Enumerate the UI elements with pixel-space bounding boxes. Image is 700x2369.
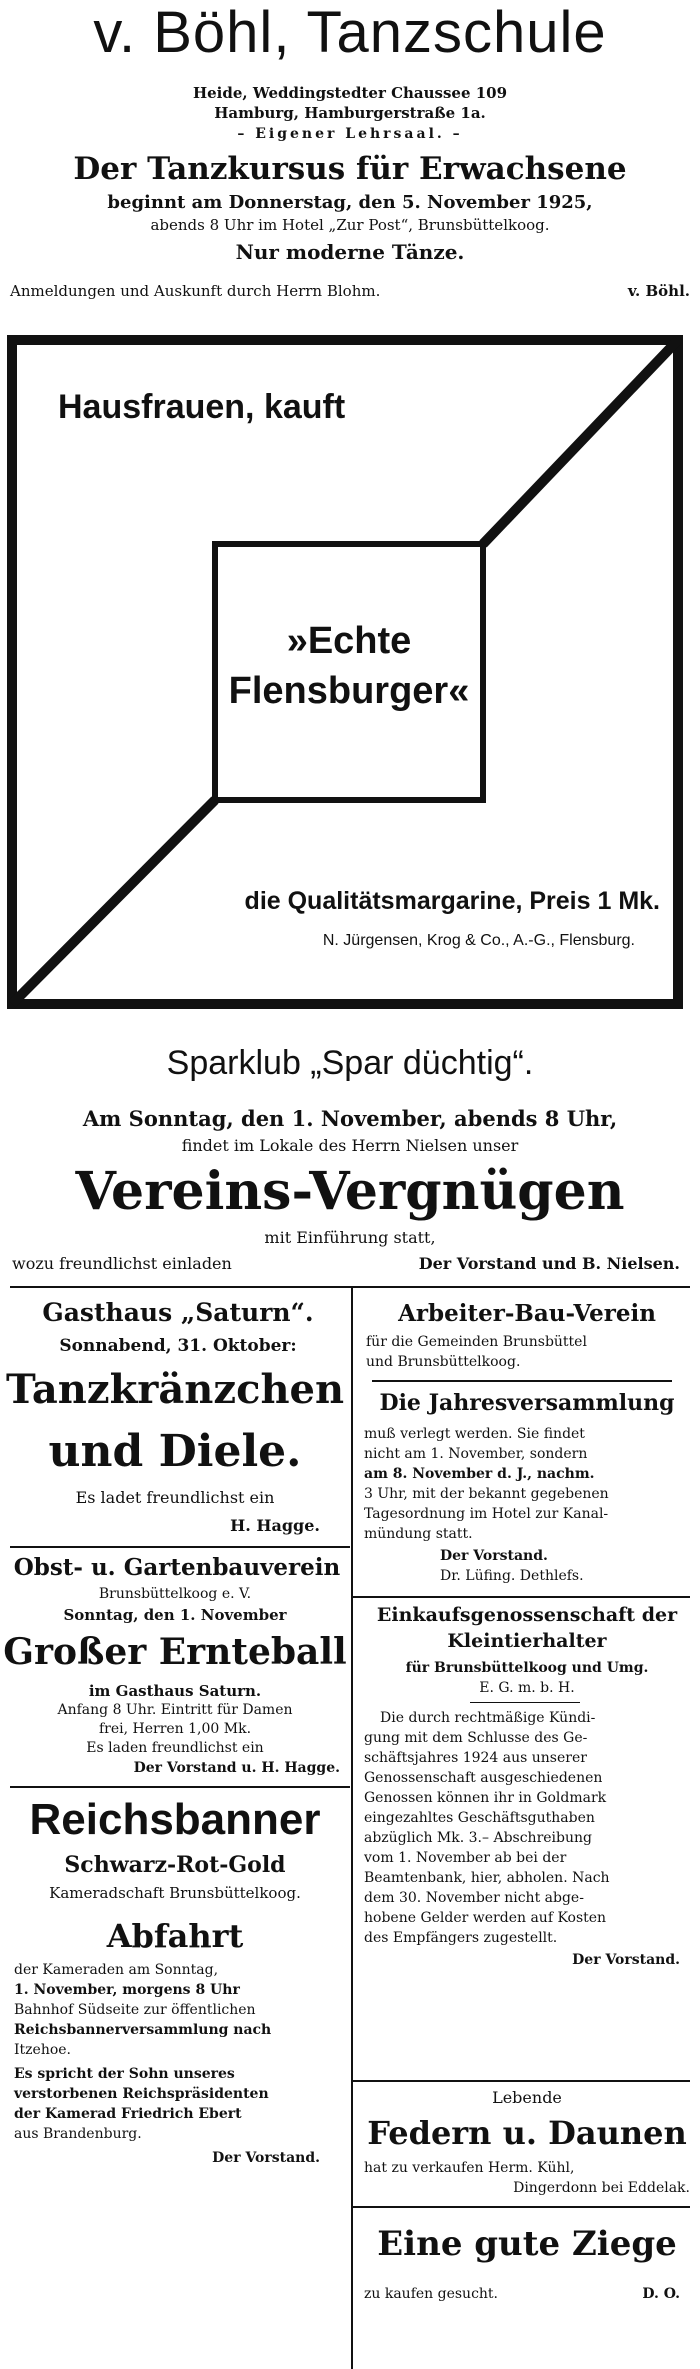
arbeiter-line2: nicht am 1. November, sondern: [364, 1446, 588, 1462]
divider-rule: [10, 1786, 350, 1788]
tanzschule-lehrsaal: – Eigener Lehrsaal. –: [237, 126, 463, 142]
einkauf-line5: Genossen können ihr in Goldmark: [364, 1790, 607, 1806]
saturn-title: Gasthaus „Saturn“.: [42, 1298, 314, 1327]
margarine-product: die Qualitätsmargarine, Preis 1 Mk.: [244, 887, 660, 915]
federn-lebende: Lebende: [492, 2088, 562, 2107]
tanzschule-address-heide: Heide, Weddingstedter Chaussee 109: [192, 84, 508, 102]
einkauf-line10: dem 30. November nicht abge-: [364, 1890, 584, 1906]
reichsbanner-line6: Es spricht der Sohn unseres: [14, 2066, 235, 2082]
ziege-title: Eine gute Ziege: [377, 2224, 677, 2264]
arbeiter-signature: Der Vorstand.: [440, 1548, 548, 1564]
obst-date: Sonntag, den 1. November: [63, 1606, 287, 1624]
tanzschule-kurs: Der Tanzkursus für Erwachsene: [73, 151, 627, 187]
sparklub-signature: Der Vorstand und B. Nielsen.: [418, 1254, 680, 1273]
reichsbanner-subtitle: Kameradschaft Brunsbüttelkoog.: [49, 1884, 301, 1902]
einkauf-title-line1: Einkaufsgenossenschaft der: [376, 1604, 678, 1626]
reichsbanner-colors: Schwarz-Rot-Gold: [64, 1852, 286, 1878]
einkauf-line11: hobene Gelder werden auf Kosten: [364, 1910, 607, 1926]
obst-title: Obst- u. Gartenbauverein: [13, 1554, 341, 1581]
tanzschule-signature: v. Böhl.: [627, 282, 690, 300]
einkauf-line1: Die durch rechtmäßige Kündi-: [380, 1710, 596, 1726]
einkauf-subtitle: für Brunsbüttelkoog und Umg.: [405, 1660, 649, 1676]
arbeiter-signature-names: Dr. Lüfing. Dethlefs.: [440, 1568, 584, 1584]
tanzschule-modern: Nur moderne Tänze.: [235, 240, 465, 264]
sparklub-date: Am Sonntag, den 1. November, abends 8 Uhr,: [82, 1106, 618, 1131]
einkauf-legal-form: E. G. m. b. H.: [479, 1680, 575, 1696]
divider-rule: [353, 2206, 690, 2208]
obst-place: im Gasthaus Saturn.: [88, 1682, 262, 1700]
margarine-brand-line2: Flensburger«: [228, 670, 470, 712]
tanzschule-address-hamburg: Hamburg, Hamburgerstraße 1a.: [214, 104, 486, 122]
ziege-signature: D. O.: [642, 2286, 680, 2302]
obst-line1: Anfang 8 Uhr. Eintritt für Damen: [57, 1702, 293, 1718]
arbeiter-title-rule: [372, 1380, 672, 1382]
einkauf-line4: Genossenschaft ausgeschiedenen: [364, 1770, 603, 1786]
margarine-brand-line1: »Echte: [286, 620, 412, 662]
arbeiter-heading: Die Jahresversammlung: [379, 1390, 675, 1416]
tanzschule-beginn: beginnt am Donnerstag, den 5. November 1925,: [107, 192, 593, 213]
arbeiter-line5: Tagesordnung im Hotel zur Kanal-: [364, 1506, 609, 1522]
divider-rule: [353, 1596, 690, 1598]
reichsbanner-line4: Reichsbannerversammlung nach: [14, 2022, 272, 2038]
arbeiter-line1: muß verlegt werden. Sie findet: [364, 1426, 585, 1442]
einkauf-signature: Der Vorstand.: [572, 1952, 680, 1968]
saturn-event-line1: Tanzkränzchen: [5, 1366, 345, 1413]
sparklub-place: findet im Lokale des Herrn Nielsen unser: [181, 1136, 519, 1155]
obst-line3: Es laden freundlichst ein: [86, 1740, 264, 1756]
tanzschule-anmeldung: Anmeldungen und Auskunft durch Herrn Blohm.: [10, 282, 381, 300]
divider-rule: [10, 1546, 350, 1548]
reichsbanner-line7: verstorbenen Reichspräsidenten: [14, 2086, 269, 2102]
reichsbanner-line2: 1. November, morgens 8 Uhr: [14, 1982, 240, 1998]
reichsbanner-line8: der Kamerad Friedrich Ebert: [14, 2106, 242, 2122]
sparklub-invite: wozu freundlichst einladen: [12, 1254, 232, 1273]
margarine-company: N. Jürgensen, Krog & Co., A.-G., Flensburg.: [322, 932, 635, 949]
einkauf-line6: eingezahltes Geschäftsguthaben: [364, 1810, 595, 1826]
sparklub-event: Vereins-Vergnügen: [75, 1161, 625, 1222]
arbeiter-line4: 3 Uhr, mit der bekannt gegebenen: [364, 1486, 609, 1502]
sparklub-title: Sparklub „Spar düchtig“.: [166, 1044, 534, 1082]
reichsbanner-line5: Itzehoe.: [14, 2042, 71, 2058]
arbeiter-subtitle2: und Brunsbüttelkoog.: [366, 1354, 521, 1370]
federn-title: Federn u. Daunen: [367, 2114, 687, 2152]
einkauf-line7: abzüglich Mk. 3.– Abschreibung: [364, 1830, 592, 1846]
obst-subtitle: Brunsbüttelkoog e. V.: [98, 1586, 252, 1602]
divider-rule: [10, 1286, 690, 1288]
einkauf-title-rule: [470, 1702, 580, 1703]
arbeiter-title: Arbeiter-Bau-Verein: [398, 1300, 656, 1327]
tanzschule-title: v. Böhl, Tanzschule: [93, 0, 607, 65]
divider-rule: [353, 2080, 690, 2082]
saturn-event-line2: und Diele.: [48, 1426, 302, 1477]
saturn-date: Sonnabend, 31. Oktober:: [59, 1336, 297, 1356]
sparklub-intro: mit Einführung statt,: [264, 1228, 436, 1247]
saturn-signature: H. Hagge.: [230, 1516, 320, 1535]
obst-event: Großer Ernteball: [3, 1631, 347, 1673]
arbeiter-subtitle1: für die Gemeinden Brunsbüttel: [366, 1334, 587, 1350]
saturn-invite: Es ladet freundlichst ein: [75, 1488, 275, 1507]
arbeiter-line3: am 8. November d. J., nachm.: [364, 1466, 595, 1482]
reichsbanner-title: Reichsbanner: [29, 1795, 321, 1844]
einkauf-line9: Beamtenbank, hier, abholen. Nach: [364, 1870, 610, 1886]
einkauf-line2: gung mit dem Schlusse des Ge-: [364, 1730, 588, 1746]
einkauf-title-line2: Kleintierhalter: [447, 1630, 607, 1652]
federn-line1: hat zu verkaufen Herm. Kühl,: [364, 2160, 575, 2176]
reichsbanner-line9: aus Brandenburg.: [14, 2126, 142, 2142]
ziege-line1: zu kaufen gesucht.: [364, 2286, 499, 2302]
einkauf-line8: vom 1. November ab bei der: [364, 1850, 567, 1866]
obst-line2: frei, Herren 1,00 Mk.: [98, 1721, 252, 1737]
arbeiter-line6: mündung statt.: [364, 1526, 473, 1542]
einkauf-line12: des Empfängers zugestellt.: [364, 1930, 558, 1946]
tanzschule-ort: abends 8 Uhr im Hotel „Zur Post“, Brunsbüttelkoog.: [150, 216, 550, 234]
reichsbanner-line1: der Kameraden am Sonntag,: [14, 1962, 219, 1978]
reichsbanner-signature: Der Vorstand.: [212, 2150, 320, 2166]
obst-signature: Der Vorstand u. H. Hagge.: [133, 1760, 340, 1776]
reichsbanner-abfahrt: Abfahrt: [106, 1917, 244, 1955]
margarine-headline: Hausfrauen, kauft: [58, 388, 346, 426]
reichsbanner-line3: Bahnhof Südseite zur öffentlichen: [14, 2002, 256, 2018]
einkauf-line3: schäftsjahres 1924 aus unserer: [364, 1750, 587, 1766]
federn-line2: Dingerdonn bei Eddelak.: [513, 2180, 690, 2196]
